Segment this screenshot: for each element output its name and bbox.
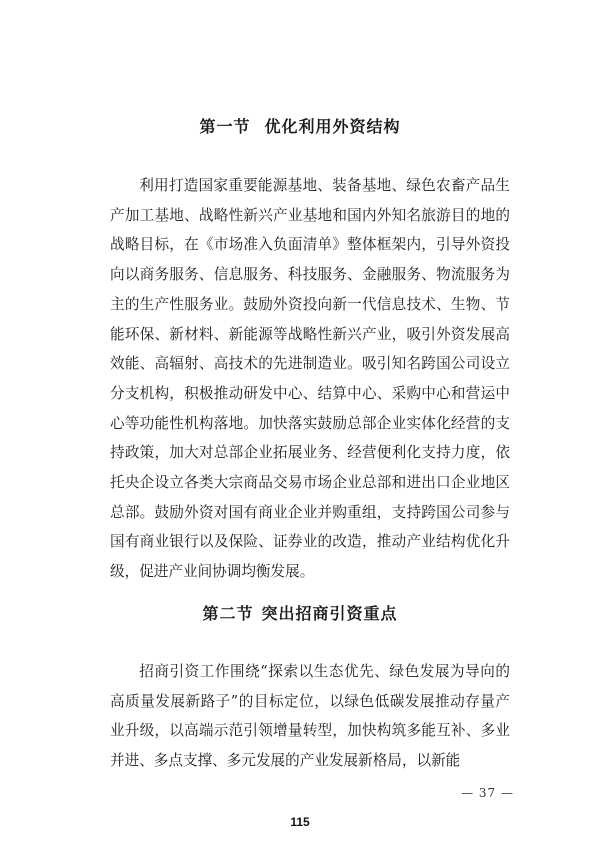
section-number: 第一节 — [199, 117, 251, 136]
page-mark: — 37 — — [461, 786, 514, 800]
section-heading-2 — [0, 604, 600, 624]
section-title: 优化利用外资结构 — [264, 117, 401, 136]
page-number: 115 — [290, 815, 310, 829]
section-title: 突出招商引资重点 — [261, 604, 398, 623]
section-number: 第二节 — [202, 604, 254, 623]
section-2-paragraph: 招商引资工作围绕“探索以生态优先、绿色发展为导向的高质量发展新路子”的目标定位，以绿色低碳发展推动存量产业升级，以高端示范引领增量转型，加快构筑多能互补、多业并进、多点支撑、多元发展的产业发展新格局，以新能 — [110, 663, 510, 770]
section-heading-1 — [0, 117, 600, 137]
section-1-paragraph: 利用打造国家重要能源基地、装备基地、绿色农畜产品生产加工基地、战略性新兴产业基地和国内外知名旅游目的地的战略目标，在《市场准入负面清单》整体框架内，引导外资投向以商务服务、信息服务、科技服务、金融服务、物流服务为主的生产性服务业。鼓励外资投向新一代信息技术、生物、节能环保、新材料、新能源等战略性新兴产业，吸引外资发展高效能、高辐射、高技术的先进制造业。吸引知名跨国公司设立分支机构，积极推动研发中心、结算中心、采购中心和营运中心等功能性机构落地。加快落实鼓励总部企业实体化经营的支持政策，加大对总部企业拓展业务、经营便利化支持力度，依托央企设立各类大宗商品交易市场企业总部和进出口企业地区总部。鼓励外资对国有商业企业并购重组，支持跨国公司参与国有商业银行以及保险、证券业的改造，推动产业结构优化升级，促进产业间协调均衡发展。 — [110, 177, 510, 581]
